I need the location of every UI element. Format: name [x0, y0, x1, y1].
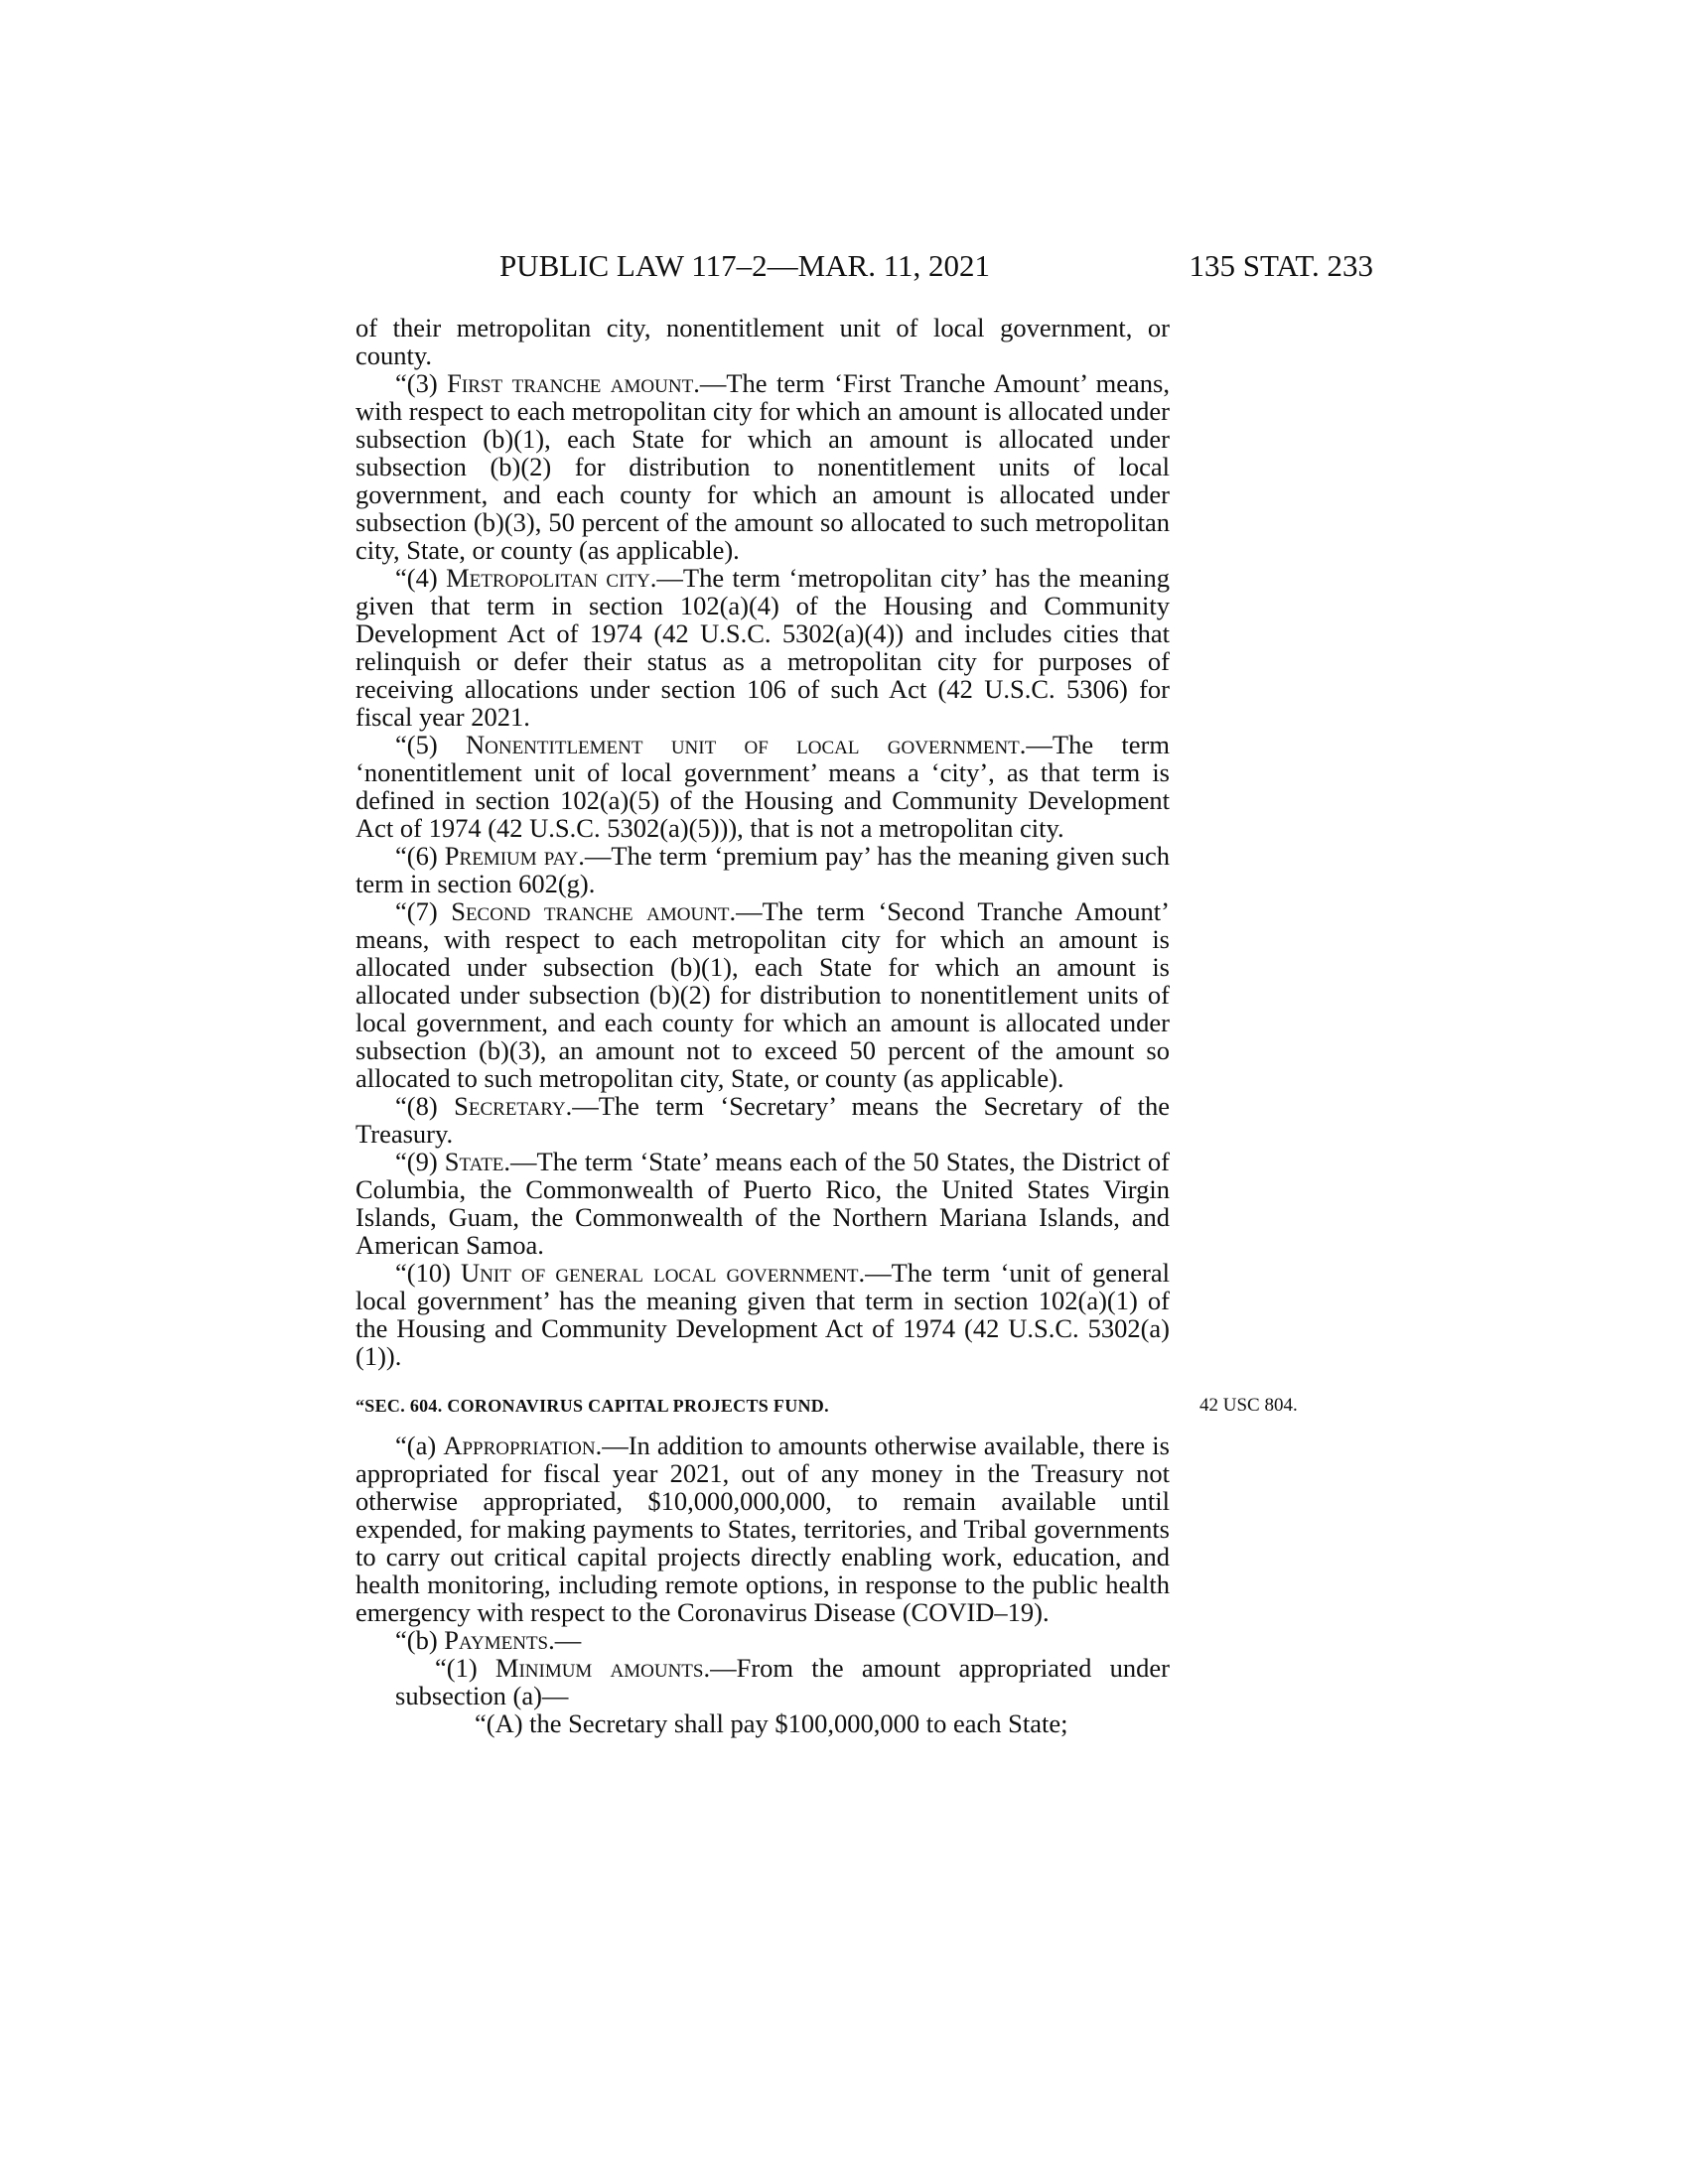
paragraph-text: “(A) the Secretary shall pay $100,000,000 to each State; [475, 1708, 1068, 1738]
paragraph-text: .—The term ‘First Tranche Amount’ means, with respect to each metropolitan city for which an amount is allocated under subsection (b)(1), each State for which an amount is allocated under subsection (b)(2) for distribution to nonentitlement units of local government, and each county for which an amount is allocated under subsection (b)(3), 50 percent of the amount so allocated to such metropolitan city, State, or county (as applicable). [355, 368, 1170, 565]
paragraph-text: .—The term ‘Second Tranche Amount’ means, with respect to each metropolitan city for which an amount is allocated under subsection (b)(1), each State for which an amount is allocated under subsection (b)(2) for distribution to nonentitlement units of local government, and each county for which an amount is allocated under subsection (b)(3), an amount not to exceed 50 percent of the amount so allocated to such metropolitan city, State, or county (as applicable). [355, 896, 1170, 1093]
paragraph-text: .—The term ‘unit of general local government’ has the meaning given that term in section 102(a)(1) of the Housing and Community Development Act of 1974 (42 U.S.C. 5302(a)(1)). [355, 1258, 1170, 1371]
section-title: “SEC. 604. CORONAVIRUS CAPITAL PROJECTS FUND. [355, 1396, 829, 1416]
subsection-b [355, 1626, 1170, 1654]
paragraph-text: .— [548, 1625, 582, 1655]
paragraph-text: .—From the amount appropriated under subsection (a)— [395, 1653, 1170, 1710]
document-body [355, 313, 1298, 1738]
paragraph-number: “(b) [395, 1625, 445, 1655]
paragraph-number: “(7) [395, 896, 452, 926]
definition-heading: First tranche amount [447, 368, 694, 398]
paragraph-b1 [355, 1654, 1170, 1709]
paragraph-text: .—The term ‘metropolitan city’ has the meaning given that term in section 102(a)(4) of the Housing and Community Development Act of 1974 (42 U.S.C. 5302(a)(4)) and includes cities that relinquish or defer their status as a metropolitan city for purposes of receiving allocations under section 106 of such Act (42 U.S.C. 5306) for fiscal year 2021. [355, 563, 1170, 732]
paragraph-number: “(4) [395, 563, 447, 593]
paragraph-number: “(9) [395, 1147, 445, 1176]
page-header-stat-number: 135 STAT. 233 [1189, 248, 1373, 283]
definition-heading: Second tranche amount [451, 896, 730, 926]
definition-heading: Premium pay [444, 841, 579, 871]
definition-heading: State [444, 1147, 504, 1176]
paragraph-text: .—The term ‘premium pay’ has the meaning given such term in section 602(g). [355, 841, 1171, 898]
page-header-title: PUBLIC LAW 117–2—MAR. 11, 2021 [498, 248, 991, 283]
paragraph-number: “(6) [395, 841, 445, 871]
paragraph-number: “(1) [435, 1653, 495, 1683]
definition-heading: Nonentitlement unit of local government [466, 730, 1020, 759]
subparagraph-A [355, 1709, 1170, 1737]
definition-paragraph-9 [355, 1148, 1170, 1259]
definition-heading: Metropolitan city [446, 563, 650, 593]
paragraph-number: “(3) [395, 368, 448, 398]
section-heading [355, 1392, 1298, 1420]
margin-citation-note: 42 USC 804. [1199, 1395, 1298, 1416]
definition-paragraph-5 [355, 731, 1170, 842]
definition-paragraph-7 [355, 897, 1170, 1092]
paragraph-text: of their metropolitan city, nonentitlement unit of local government, or county. [355, 313, 1170, 370]
paragraph-number: “(8) [395, 1091, 455, 1121]
subsection-heading: Payments [444, 1625, 549, 1655]
paragraph-number: “(10) [395, 1258, 462, 1288]
definition-paragraph-10 [355, 1259, 1170, 1370]
definition-paragraph-4 [355, 564, 1170, 731]
definition-heading: Secretary [454, 1091, 566, 1121]
running-header [0, 244, 1688, 288]
paragraph-text: .—In addition to amounts otherwise available, there is appropriated for fiscal year 2021, out of any money in the Treasury not otherwise appropriated, $10,000,000,000, to remain available until expended, for making payments to States, territories, and Tribal governments to carry out critical capital projects directly enabling work, education, and health monitoring, including remote options, in response to the public health emergency with respect to the Coronavirus Disease (COVID–19). [355, 1431, 1170, 1627]
paragraph-number: “(5) [395, 730, 466, 759]
paragraph-text: .—The term ‘Secretary’ means the Secretary of the Treasury. [355, 1091, 1170, 1149]
definition-heading: Unit of general local government [461, 1258, 859, 1288]
paragraph-heading: Minimum amounts [494, 1653, 704, 1683]
subsection-a [355, 1432, 1170, 1626]
subsection-heading: Appropriation [443, 1431, 596, 1460]
definition-paragraph-3 [355, 369, 1170, 564]
paragraph-text: .—The term ‘nonentitlement unit of local government’ means a ‘city’, as that term is defined in section 102(a)(5) of the Housing and Community Development Act of 1974 (42 U.S.C. 5302(a)(5))), that is not a metropolitan city. [355, 730, 1170, 843]
paragraph-text: .—The term ‘State’ means each of the 50 States, the District of Columbia, the Commonwealth of Puerto Rico, the United States Virgin Islands, Guam, the Commonwealth of the Northern Mariana Islands, and American Samoa. [355, 1147, 1170, 1260]
paragraph-continuation [355, 314, 1170, 369]
definition-paragraph-8 [355, 1092, 1170, 1148]
definition-paragraph-6 [355, 842, 1170, 897]
paragraph-number: “(a) [395, 1431, 444, 1460]
